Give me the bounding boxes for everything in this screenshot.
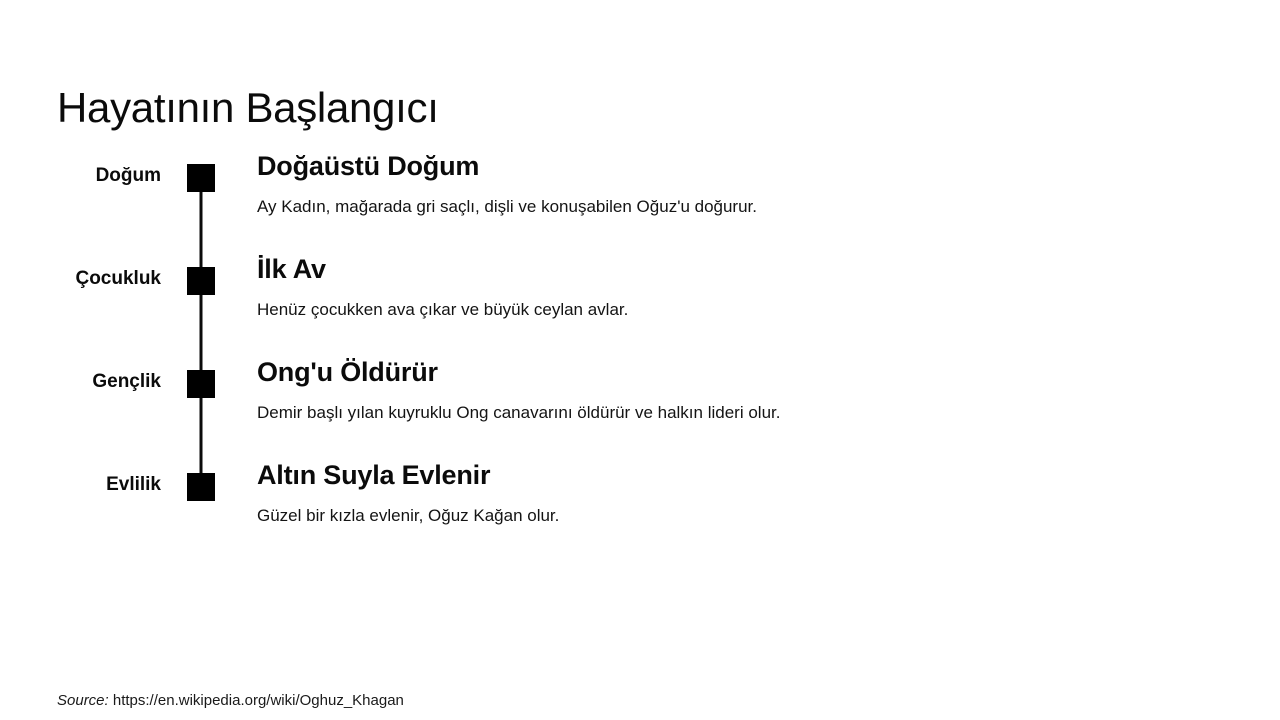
timeline-axis	[175, 253, 227, 295]
timeline-item	[57, 459, 1217, 562]
timeline	[57, 150, 1217, 562]
timeline-description: Güzel bir kızla evlenir, Oğuz Kağan olur.	[257, 506, 560, 526]
source-note	[57, 692, 404, 709]
timeline-description: Ay Kadın, mağarada gri saçlı, dişli ve konuşabilen Oğuz'u doğurur.	[257, 197, 757, 217]
timeline-description: Henüz çocukken ava çıkar ve büyük ceylan avlar.	[257, 300, 629, 320]
timeline-node-marker	[187, 164, 215, 192]
timeline-axis	[175, 459, 227, 501]
timeline-node-marker	[187, 473, 215, 501]
timeline-heading: Altın Suyla Evlenir	[257, 460, 491, 490]
timeline-content	[227, 150, 1217, 218]
timeline-period-label: Gençlik	[92, 371, 161, 392]
timeline-description: Demir başlı yılan kuyruklu Ong canavarını öldürür ve halkın lideri olur.	[257, 403, 781, 423]
timeline-item	[57, 356, 1217, 459]
timeline-heading: İlk Av	[257, 254, 326, 284]
timeline-node-marker	[187, 267, 215, 295]
timeline-content	[227, 356, 1217, 424]
timeline-period-label: Çocukluk	[75, 268, 161, 289]
timeline-axis	[175, 150, 227, 192]
timeline-node-marker	[187, 370, 215, 398]
source-url: https://en.wikipedia.org/wiki/Oghuz_Khagan	[112, 692, 404, 709]
timeline-content	[227, 459, 1217, 527]
page-title: Hayatının Başlangıcı	[57, 84, 439, 132]
timeline-axis	[175, 356, 227, 398]
timeline-period-label: Doğum	[95, 165, 161, 186]
timeline-item	[57, 253, 1217, 356]
timeline-item	[57, 150, 1217, 253]
timeline-heading: Doğaüstü Doğum	[257, 151, 480, 181]
timeline-period-label: Evlilik	[106, 474, 161, 495]
timeline-content	[227, 253, 1217, 321]
timeline-heading: Ong'u Öldürür	[257, 357, 438, 387]
source-label: Source:	[57, 692, 109, 709]
